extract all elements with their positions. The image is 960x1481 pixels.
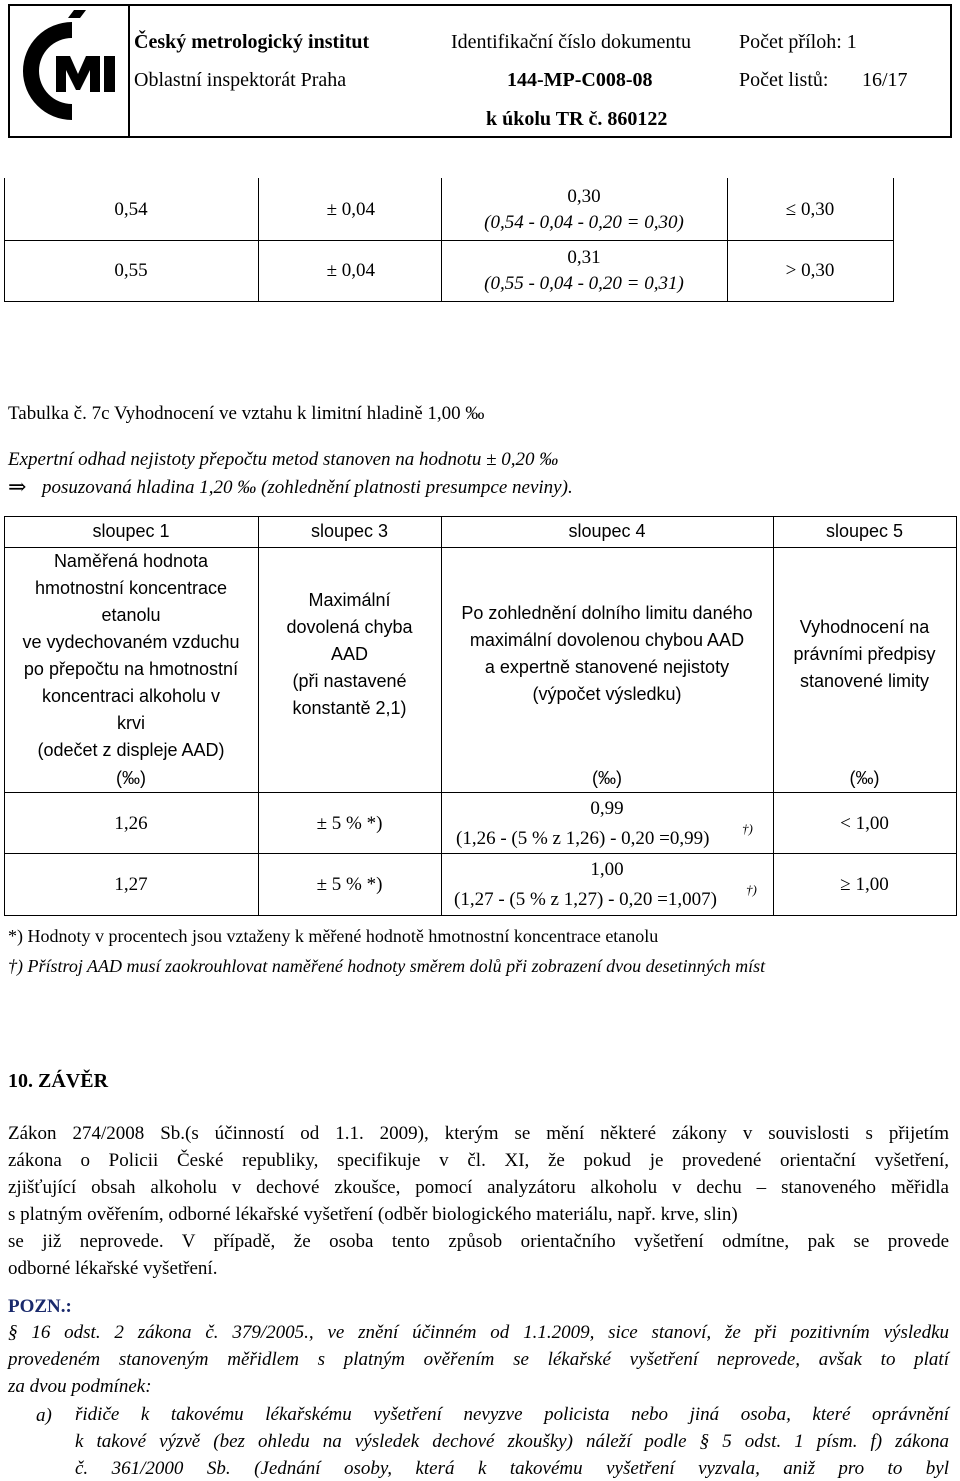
assessed-level-line: posuzovaná hladina 1,20 ‰ (zohlednění platnosti presumpce neviny). (42, 477, 573, 498)
calc-value: (1,26 - (5 % z 1,26) - 0,20 =0,99) (456, 828, 710, 849)
logo-text: ČMI (68, 130, 70, 131)
error-value: ± 0,04 (326, 199, 375, 220)
attachments-count: Počet příloh: 1 (739, 31, 857, 53)
expert-estimate-line: Expertní odhad nejistoty přepočtu metod stanoven na hodnotu ± 0,20 ‰ (8, 449, 559, 470)
list-marker: a) (36, 1405, 52, 1426)
calc-value: (1,27 - (5 % z 1,27) - 0,20 =1,007) (454, 889, 717, 910)
footnote-star: *) Hodnoty v procentech jsou vztaženy k měřené hodnotě hmotnostní koncentrace etanolu (8, 926, 659, 946)
org-name: Český metrologický institut (134, 31, 370, 53)
error-value: ± 5 % *) (316, 874, 383, 895)
dagger-mark: †) (746, 882, 757, 897)
error-value: ± 0,04 (326, 260, 375, 281)
list-item: č. 361/2000 Sb. (Jednání osoby, která k takovému vyšetření vyzvala, aniž pro to byl (75, 1458, 949, 1479)
list-item: k takové výzvě (bez ohledu na výsledek dechové zkoušky) náleží podle § 5 odst. 1 písm. f) zákona (75, 1431, 949, 1452)
measured-value: 0,55 (114, 260, 148, 281)
measured-value: 1,27 (114, 874, 148, 895)
eval-value: ≥ 1,00 (840, 874, 889, 895)
list-item: řidiče k takovému lékařskému vyšetření nevyzve policista nebo jiná osoba, které oprávnění (75, 1404, 949, 1425)
unit-col1: (‰) (116, 768, 146, 788)
measured-value: 1,26 (114, 813, 148, 834)
error-value: ± 5 % *) (316, 813, 383, 834)
eval-value: > 0,30 (785, 260, 835, 281)
col-header-4: sloupec 4 (568, 521, 646, 541)
col-header-1: sloupec 1 (92, 521, 170, 541)
task-ref: k úkolu TR č. 860122 (486, 108, 668, 130)
result-value: 1,00 (590, 859, 624, 880)
table-7c: sloupec 1 sloupec 3 sloupec 4 sloupec 5 Naměřená hodnota hmotnostní koncentrace etanolu ve vydechovaném vzduchu po přepočtu na hmotnostní koncentraci alkoholu v krvi (odečet z displeje AAD) Maximální dovolená chyba AAD (při nastavené konstantě 2,1) Po zohlednění dolního limitu daného maximální dovolenou chybou AAD a expertně stanovené nejistoty (výpočet výsledku) Vyhodnocení na právními předpisy stanovené limity (‰) (‰) (‰) 1,26 ± 5 % *) 0,99 (1,26 - (5 % z 1,26) - 0,20 =0,99) †) < 1,00 1,27 ± 5 % *) 1,00 (1,27 - (5 % z 1,27) - 0,20 =1,007) †) ≥ 1,00 (0, 0, 960, 960)
col-header-3: sloupec 3 (310, 521, 389, 541)
unit-col4: (‰) (592, 768, 622, 788)
section-heading-conclusion: 10. ZÁVĚR (8, 1070, 109, 1092)
arrow-icon: ⇒ (8, 474, 27, 499)
measured-value: 0,54 (114, 199, 148, 220)
result-value: 0,99 (590, 798, 624, 819)
eval-value: ≤ 0,30 (785, 199, 835, 220)
calc-value: (0,55 - 0,04 - 0,20 = 0,31) (484, 273, 684, 294)
result-value: 0,31 (567, 247, 601, 268)
calc-value: (0,54 - 0,04 - 0,20 = 0,30) (484, 212, 684, 233)
org-branch: Oblastní inspektorát Praha (134, 69, 347, 91)
eval-value: < 1,00 (840, 813, 889, 834)
note-heading: POZN.: (8, 1296, 72, 1317)
sheets-value: 16/17 (862, 69, 908, 91)
unit-col5: (‰) (849, 768, 880, 788)
doc-id: 144-MP-C008-08 (507, 69, 653, 91)
table-7c-title: Tabulka č. 7c Vyhodnocení ve vztahu k limitní hladině 1,00 ‰ (8, 403, 485, 424)
sheets-label: Počet listů: (739, 69, 829, 91)
footnote-dagger: †) Přístroj AAD musí zaokrouhlovat naměřené hodnoty směrem dolů při zobrazení dvou desetinných míst (8, 956, 766, 976)
doc-id-label: Identifikační číslo dokumentu (451, 31, 691, 53)
col-header-5: sloupec 5 (825, 521, 904, 541)
dagger-mark: †) (742, 821, 753, 836)
result-value: 0,30 (567, 186, 601, 207)
